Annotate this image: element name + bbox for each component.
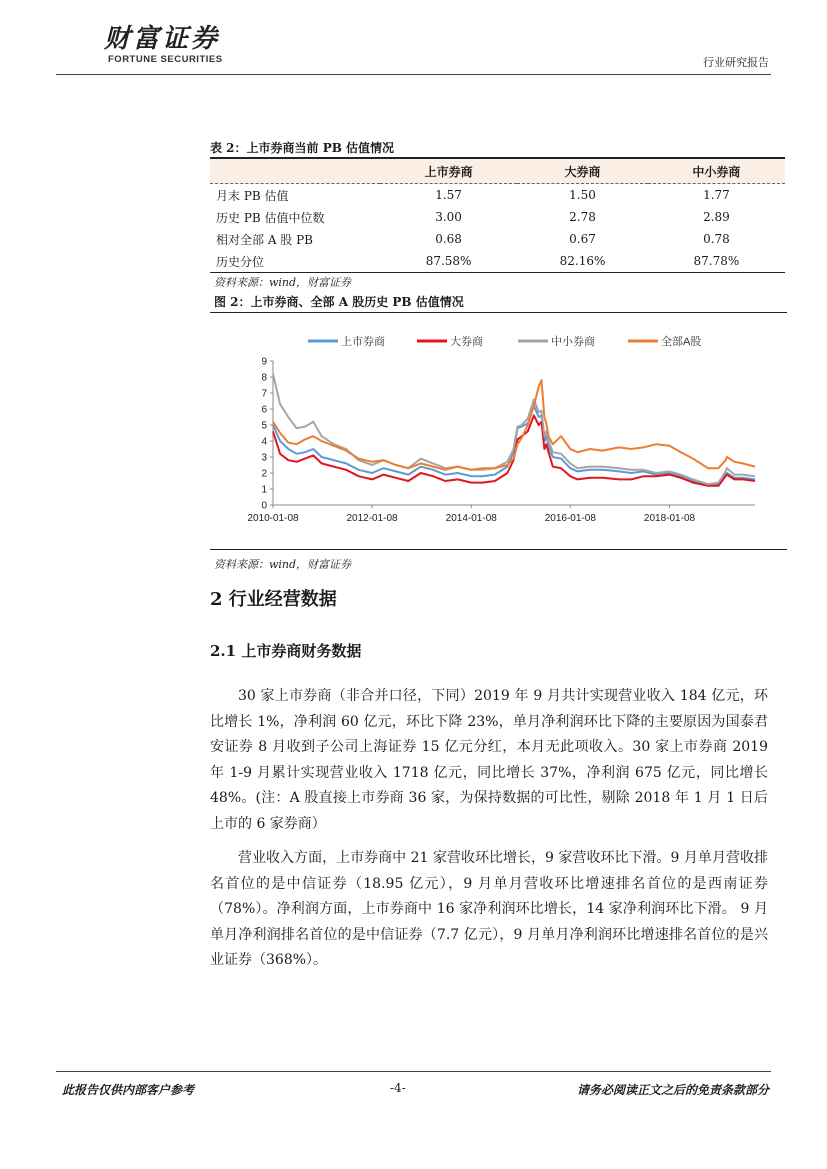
- y-tick-label: 8: [261, 372, 267, 384]
- x-tick-label: 2018-01-08: [643, 513, 696, 524]
- figure-caption: 图 2：上市券商、全部 A 股历史 PB 估值情况: [214, 295, 464, 309]
- table-row: [210, 206, 785, 228]
- table-cell: 87.58%: [425, 254, 472, 268]
- footer-disclaimer: 此报告仅供内部客户参考: [62, 1083, 195, 1097]
- footer-notice: 请务必阅读正文之后的免责条款部分: [576, 1083, 769, 1097]
- legend-label: 全部A股: [661, 336, 702, 348]
- table-cell: 1.57: [435, 188, 462, 202]
- chart-plot-area: [273, 374, 755, 486]
- table-row: [210, 250, 785, 273]
- pb-valuation-table: [210, 157, 785, 273]
- subsection-heading: 2.1 上市券商财务数据: [210, 642, 362, 660]
- legend-label: 大券商: [450, 336, 483, 348]
- table-header-col: 大券商: [517, 158, 648, 184]
- figure-source: 资料来源：wind，财富证券: [214, 558, 352, 571]
- y-tick-label: 5: [261, 420, 267, 432]
- logo-english: FORTUNE SECURITIES: [108, 54, 223, 65]
- table-caption: 表 2：上市券商当前 PB 估值情况: [210, 141, 395, 155]
- row-label: 历史 PB 估值中位数: [216, 210, 325, 225]
- table-header-row: [210, 158, 785, 184]
- page-number: -4-: [390, 1081, 406, 1095]
- table-cell: 0.78: [703, 232, 730, 246]
- footer-divider: [56, 1071, 771, 1072]
- table-row: [210, 228, 785, 250]
- series-line: [273, 374, 755, 484]
- y-tick-label: 0: [261, 500, 267, 512]
- y-tick-label: 1: [261, 484, 267, 496]
- table-cell: 1.50: [569, 188, 596, 202]
- row-label: 历史分位: [216, 254, 265, 269]
- paragraph: 营业收入方面，上市券商中 21 家营收环比增长，9 家营收环比下滑。9 月单月营收排名首位的是中信证券（18.95 亿元），9 月单月营收环比增速排名首位的是西南证券（78%）。净利润方面，上市券商中 16 家净利润环比增长，14 家净利润环比下滑。 9 月单月净利润排名首位的是中信证券（7.7 亿元），9 月单月净利润环比增速排名首位的是兴业证券（368%）。: [210, 850, 768, 968]
- series-line: [273, 380, 755, 470]
- table-cell: 1.77: [703, 188, 730, 202]
- table-cell: 82.16%: [559, 254, 606, 268]
- x-tick-label: 2010-01-08: [247, 513, 299, 524]
- y-tick-label: 6: [261, 404, 267, 416]
- report-type: 行业研究报告: [703, 56, 769, 69]
- paragraph: 30 家上市券商（非合并口径，下同）2019 年 9 月共计实现营业收入 184 亿元，环比增长 1%，净利润 60 亿元，环比下降 23%，单月净利润环比下降的主要原因为国泰君安证券 8 月收到子公司上海证券 15 亿元分红，本月无此项收入。30 家上市券商 2019 年 1-9 月累计实现营业收入 1718 亿元，同比增长 37%，净利润 675 亿元，同比增长 48%。(注：A 股直接上市券商 36 家，为保持数据的可比性，剔除 2018 年 1 月 1 日后上市的 6 家券商）: [210, 688, 768, 832]
- table-source: 资料来源：wind，财富证券: [214, 276, 352, 289]
- section-heading: 2 行业经营数据: [210, 589, 337, 610]
- table-cell: 2.89: [703, 210, 730, 224]
- logo-chinese: 财富证券: [104, 24, 221, 54]
- table-header-blank: [210, 158, 380, 184]
- row-label: 相对全部 A 股 PB: [216, 232, 314, 247]
- legend-label: 上市券商: [341, 336, 385, 348]
- table-cell: 2.78: [569, 210, 596, 224]
- y-tick-label: 3: [261, 452, 267, 464]
- x-tick-label: 2016-01-08: [544, 513, 596, 524]
- chart-axes: [247, 357, 755, 525]
- pb-history-chart: [210, 314, 787, 546]
- legend-label: 中小券商: [551, 336, 595, 348]
- table-cell: 0.68: [435, 232, 462, 246]
- chart-legend: [308, 334, 701, 348]
- row-label: 月末 PB 估值: [216, 188, 289, 203]
- table-header-col: 上市券商: [380, 158, 517, 184]
- y-tick-label: 9: [261, 356, 267, 368]
- table-header-col: 中小券商: [648, 158, 785, 184]
- table-cell: 87.78%: [693, 254, 740, 268]
- y-tick-label: 7: [261, 388, 267, 400]
- table-cell: 3.00: [435, 210, 462, 224]
- table-row: [210, 184, 785, 207]
- y-tick-label: 2: [261, 468, 267, 480]
- figure-top-rule: [210, 312, 787, 313]
- header-divider: [56, 74, 771, 75]
- y-tick-label: 4: [261, 436, 267, 448]
- x-tick-label: 2014-01-08: [445, 513, 497, 524]
- figure-bottom-rule: [210, 549, 787, 550]
- x-tick-label: 2012-01-08: [346, 513, 398, 524]
- table-cell: 0.67: [569, 232, 596, 246]
